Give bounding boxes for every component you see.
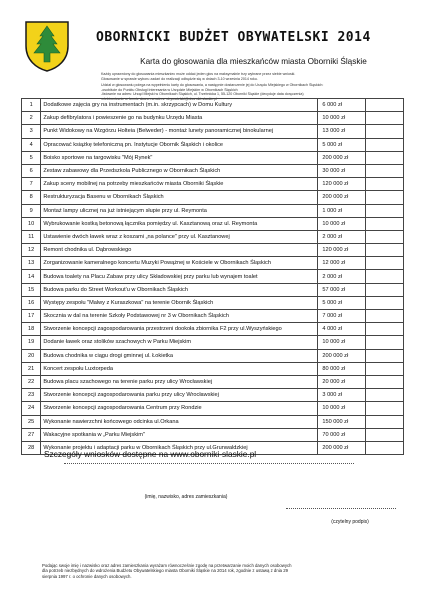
project-amount-text: 2 000 zł [322,233,342,240]
table-row [22,151,404,164]
instruction-line: -osobiście do Punktu Obsługi Interesanta w Urzędzie Miejskim w Obornikach Śląskich [101,87,238,92]
vote-box[interactable] [366,428,404,441]
project-name-text: Zorganizowanie kameralnego koncertu Muzyki Powążnej w Kościele w Obornikach Śląskich [43,260,271,267]
row-number-text: 24 [28,405,35,412]
vote-box[interactable] [366,164,404,177]
row-number-text: 9 [29,207,33,214]
project-amount-text: 200 000 zł [322,154,349,161]
project-name-text: Wykonanie projektu i adaptacji parku w Obornikach Śląskich przy ul.Grunwaldzkiej [43,444,248,451]
row-number-text: 16 [28,299,35,306]
project-name [41,99,318,112]
project-name-text: Wykonanie nawierzchni końcowego odcinka ul.Orkana [43,418,179,425]
project-amount-text: 7 000 zł [322,313,342,320]
project-amount-text: 10 000 zł [322,220,346,227]
project-amount-text: 10 000 zł [322,405,346,412]
row-number [22,164,41,177]
project-amount [318,257,366,270]
project-amount [318,164,366,177]
vote-box[interactable] [366,415,404,428]
vote-box[interactable] [366,217,404,230]
row-number [22,112,41,125]
project-name-text: Stworzenie koncepcji zagospodarowania parku przy ulicy Wrocławskiej [43,392,219,399]
project-name [41,191,318,204]
row-number [22,191,41,204]
project-name [41,428,318,441]
project-name [41,296,318,309]
vote-box[interactable] [366,112,404,125]
project-name [41,230,318,243]
project-amount-text: 10 000 zł [322,339,346,346]
row-number-text: 8 [29,194,33,201]
row-number [22,336,41,349]
project-name [41,310,318,323]
table-row [22,415,404,428]
details-text: Szczegóły wniosków dostępne na [44,449,169,459]
vote-box[interactable] [366,204,404,217]
row-number-text: 27 [28,431,35,438]
vote-box[interactable] [366,336,404,349]
project-name-text: Montaż lampy ulicznej na już istniejącym słupie przy ul. Reymonta [43,207,207,214]
vote-box[interactable] [366,125,404,138]
signature-line[interactable] [286,508,396,509]
project-name-text: Opracować książkę telefoniczną pn. Instytucje Obornik Śląskich i okolice [43,141,224,148]
project-name-text: Zakup sceny mobilnej na potrzeby mieszkańców miasta Oborniki Śląskie [43,181,224,188]
project-name [41,151,318,164]
project-name-text: Zakup defibrylatora i powieszenie go na budynku Urzędu Miasta [43,115,203,122]
project-amount-text: 3 000 zł [322,392,342,399]
project-amount [318,349,366,362]
project-name [41,349,318,362]
project-amount-text: 200 000 zł [322,444,349,451]
project-amount [318,112,366,125]
project-name [41,244,318,257]
row-number [22,389,41,402]
project-amount-text: 5 000 zł [322,141,342,148]
project-name-text: Koncert zespołu Luxtorpeda [43,365,114,372]
row-number-text: 5 [29,154,33,161]
project-name [41,323,318,336]
row-number-text: 12 [28,247,35,254]
row-number-text: 2 [29,115,33,122]
instruction-line: Głosowanie w sprawie wyboru zadań do realizacji odbędzie się w dniach 3-10 września 2014 roku. [101,76,258,81]
project-name-text: Remont chodnika ul. Dąbrowskiego [43,247,132,254]
project-name [41,389,318,402]
footer-line: dla potrzeb niezbędnych do wdrożenia Budżetu Obywatelskiego miasta Oborniki Śląskie na 2014 rok, zgodnie z ustawą z dnia 29 [42,568,289,574]
project-amount [318,151,366,164]
project-amount [318,402,366,415]
row-number-text: 17 [28,313,35,320]
row-number [22,428,41,441]
consent-footer [42,563,384,579]
project-amount [318,244,366,257]
project-name-text: Ustawienie dwóch ławek wraz z koszami „na polance" przy ul. Kasztanowej [43,233,230,240]
project-amount-text: 20 000 zł [322,379,346,386]
project-amount-text: 120 000 zł [322,181,349,188]
vote-box[interactable] [366,257,404,270]
row-number [22,283,41,296]
row-number-text: 4 [29,141,33,148]
project-name [41,257,318,270]
table-row [22,138,404,151]
project-name [41,112,318,125]
vote-box[interactable] [366,270,404,283]
project-amount-text: 4 000 zł [322,326,342,333]
project-amount [318,270,366,283]
vote-box[interactable] [366,151,404,164]
row-number [22,178,41,191]
instruction-line: -elektronicznie w formie skanu na adres: obywatelski@oborniki-slaskie.pl [101,96,218,101]
vote-box[interactable] [366,323,404,336]
project-name-text: Występy zespołu "Malwy z Kuraszkowa" na terenie Obornik Śląskich [43,299,214,306]
project-amount [318,428,366,441]
project-amount-text: 120 000 zł [322,247,349,254]
row-number [22,230,41,243]
vote-box[interactable] [366,230,404,243]
project-amount-text: 70 000 zł [322,431,346,438]
table-row [22,164,404,177]
table-row [22,125,404,138]
project-name-text: Boisko sportowe na targowisku "Mój Rynek" [43,154,153,161]
project-amount [318,125,366,138]
project-amount-text: 10 000 zł [322,115,346,122]
project-name-text: Wybrukowanie kostką betonową łącznika pomiędzy ul. Kasztanową oraz ul. Reymonta [43,220,258,227]
row-number-text: 15 [28,286,35,293]
vote-box[interactable] [366,191,404,204]
project-name-text: Zestaw zabawowy dla Przedszkola Publicznego w Obornikach Śląskich [43,168,221,175]
instruction-line: -listownie na adres: Urząd Miejski w Obornikach Śląskich, ul. Trzebnicka 1, 55-120 Oborniki Śląskie (decyduje data doręczenia) [101,92,304,96]
vote-box[interactable] [366,402,404,415]
row-number-text: 14 [28,273,35,280]
project-amount-text: 2 000 zł [322,273,342,280]
row-number [22,441,41,454]
row-number-text: 3 [29,128,33,135]
table-row [22,296,404,309]
project-amount-text: 200 000 zł [322,194,349,201]
signature-caption: (czytelny podpis) [331,519,369,525]
vote-box[interactable] [366,244,404,257]
details-note [44,449,404,459]
row-number-text: 6 [29,168,33,175]
name-address-caption: (imię, nazwisko, adres zamieszkania) [144,494,228,500]
project-amount-text: 150 000 zł [322,418,349,425]
project-name-text: Punkt Widokowy na Wzgórzu Holteia (Belweder) - montaż lunety panoramicznej binokularnej [43,128,274,135]
row-number-text: 7 [29,181,33,188]
row-number-text: 18 [28,326,35,333]
row-number [22,217,41,230]
table-row [22,402,404,415]
vote-box[interactable] [366,349,404,362]
project-name [41,204,318,217]
table-row [22,178,404,191]
project-amount [318,362,366,375]
row-number [22,375,41,388]
project-amount-text: 6 000 zł [322,102,342,109]
row-number [22,402,41,415]
project-amount [318,138,366,151]
row-number [22,125,41,138]
name-address-line[interactable] [64,463,354,464]
row-number-text: 28 [28,444,35,451]
project-name [41,362,318,375]
row-number [22,362,41,375]
table-row [22,349,404,362]
project-name-text: Dodanie ławek oraz stolików szachowych w Parku Miejskim [43,339,192,346]
row-number [22,244,41,257]
row-number [22,257,41,270]
row-number-text: 10 [28,220,35,227]
project-amount [318,230,366,243]
row-number [22,151,41,164]
project-amount [318,283,366,296]
row-number-text: 20 [28,352,35,359]
page-title: OBORNICKI BUDŻET OBYWATELSKI 2014 [96,30,371,45]
row-number-text: 22 [28,379,35,386]
table-row [22,362,404,375]
row-number [22,323,41,336]
project-name-text: Dodatkowe zajęcia gry na instrumentach (m.in. skrzypcach) w Domu Kultury [43,102,233,109]
row-number [22,349,41,362]
project-amount [318,296,366,309]
row-number [22,415,41,428]
row-number-text: 23 [28,392,35,399]
details-link[interactable]: www.oborniki-slaskie.pl [170,449,257,459]
project-name [41,178,318,191]
row-number-text: 13 [28,260,35,267]
project-amount [318,389,366,402]
vote-box[interactable] [366,375,404,388]
project-name [41,164,318,177]
row-number-text: 25 [28,418,35,425]
vote-box[interactable] [366,178,404,191]
project-name-text: Stworzenie koncepcji zagospodarowania Centrum przy Rondzie [43,405,202,412]
project-amount-text: 30 000 zł [322,168,346,175]
instruction-line: Każdy uprawniony do głosowania mieszkaniec może oddać jeden głos na maksymalnie trzy wybrane przez siebie wnioski. [101,72,296,76]
footer-line: sierpnia 1997 r. o ochronie danych osobowych. [42,573,132,579]
vote-box[interactable] [366,138,404,151]
footer-line: Podając swoje imię i nazwisko oraz adres zamieszkania wyrażam równocześnie zgodę na przetwarzanie moich danych osobowych [42,563,292,568]
row-number [22,99,41,112]
project-name [41,402,318,415]
table-row [22,230,404,243]
project-name-text: Budowa chodnika w ciągu drogi gminnej ul. Łokietka [43,352,174,359]
project-amount [318,178,366,191]
table-row [22,270,404,283]
table-row [22,217,404,230]
project-amount-text: 12 000 zł [322,260,346,267]
row-number-text: 11 [28,233,35,240]
project-amount [318,217,366,230]
vote-box[interactable] [366,283,404,296]
project-amount [318,204,366,217]
project-name [41,375,318,388]
project-name [41,270,318,283]
table-row [22,99,404,112]
project-amount [318,99,366,112]
project-name [41,336,318,349]
project-name-text: Budowa parku do Street Workout'u w Obornikach Śląskich [43,286,188,293]
projects-table [21,98,404,455]
project-name [41,283,318,296]
vote-box[interactable] [366,310,404,323]
vote-box[interactable] [366,389,404,402]
row-number [22,270,41,283]
project-name-text: Skocznia w dal na terenie Szkoły Podstawowej nr 3 w Obornikach Śląskich [43,313,229,320]
table-row [22,323,404,336]
project-name [41,415,318,428]
tree-crest-icon [24,20,70,72]
table-row [22,389,404,402]
row-number-text: 19 [28,339,35,346]
project-amount-text: 5 000 zł [322,299,342,306]
table-row [22,336,404,349]
project-name-text: Restrukturyzacja Basenu w Obornikach Śląskich [43,194,164,201]
table-row [22,310,404,323]
project-name [41,125,318,138]
project-amount [318,191,366,204]
row-number-text: 21 [28,365,35,372]
table-row [22,244,404,257]
project-amount [318,336,366,349]
project-amount [318,310,366,323]
project-name [41,138,318,151]
table-row [22,191,404,204]
project-name-text: Budowa placu szachowego na terenie parku przy ulicy Wrocławskiej [43,379,213,386]
instruction-line: Udział w głosowaniu polega na wypełnieniu karty do głosowania, a następnie dostarczenie jej do Urzędu Miejskiego w Obornikach Śląskich: [101,83,324,87]
table-row [22,112,404,125]
project-amount [318,415,366,428]
vote-box[interactable] [366,296,404,309]
project-amount-text: 200 000 zł [322,352,349,359]
table-row [22,428,404,441]
row-number [22,296,41,309]
project-name-text: Stworzenie koncepcji zagospodarowania przestrzeni dookoła zbiornika F2 przy ul.Wyszyńskiego [43,326,282,333]
row-number [22,138,41,151]
row-number [22,310,41,323]
project-name-text: Budowa toalety na Placu Zabaw przy ulicy Składowskiej przy parku lub wynajem toalet [43,273,258,280]
table-row [22,204,404,217]
project-name-text: Wakacyjne spotkania w „Parku Miejskim" [43,431,145,438]
page-subtitle: Karta do głosowania dla mieszkańców miasta Oborniki Śląskie [140,57,367,66]
row-number-text: 1 [29,102,33,109]
project-amount-text: 13 000 zł [322,128,346,135]
project-amount-text: 57 000 zł [322,286,346,293]
project-amount-text: 1 000 zł [322,207,342,214]
project-amount [318,323,366,336]
vote-box[interactable] [366,362,404,375]
vote-box[interactable] [366,99,404,112]
table-row [22,375,404,388]
project-amount-text: 80 000 zł [322,365,346,372]
project-name [41,217,318,230]
instructions-block-1 [101,72,413,81]
table-row [22,283,404,296]
project-amount [318,375,366,388]
table-row [22,257,404,270]
row-number [22,204,41,217]
